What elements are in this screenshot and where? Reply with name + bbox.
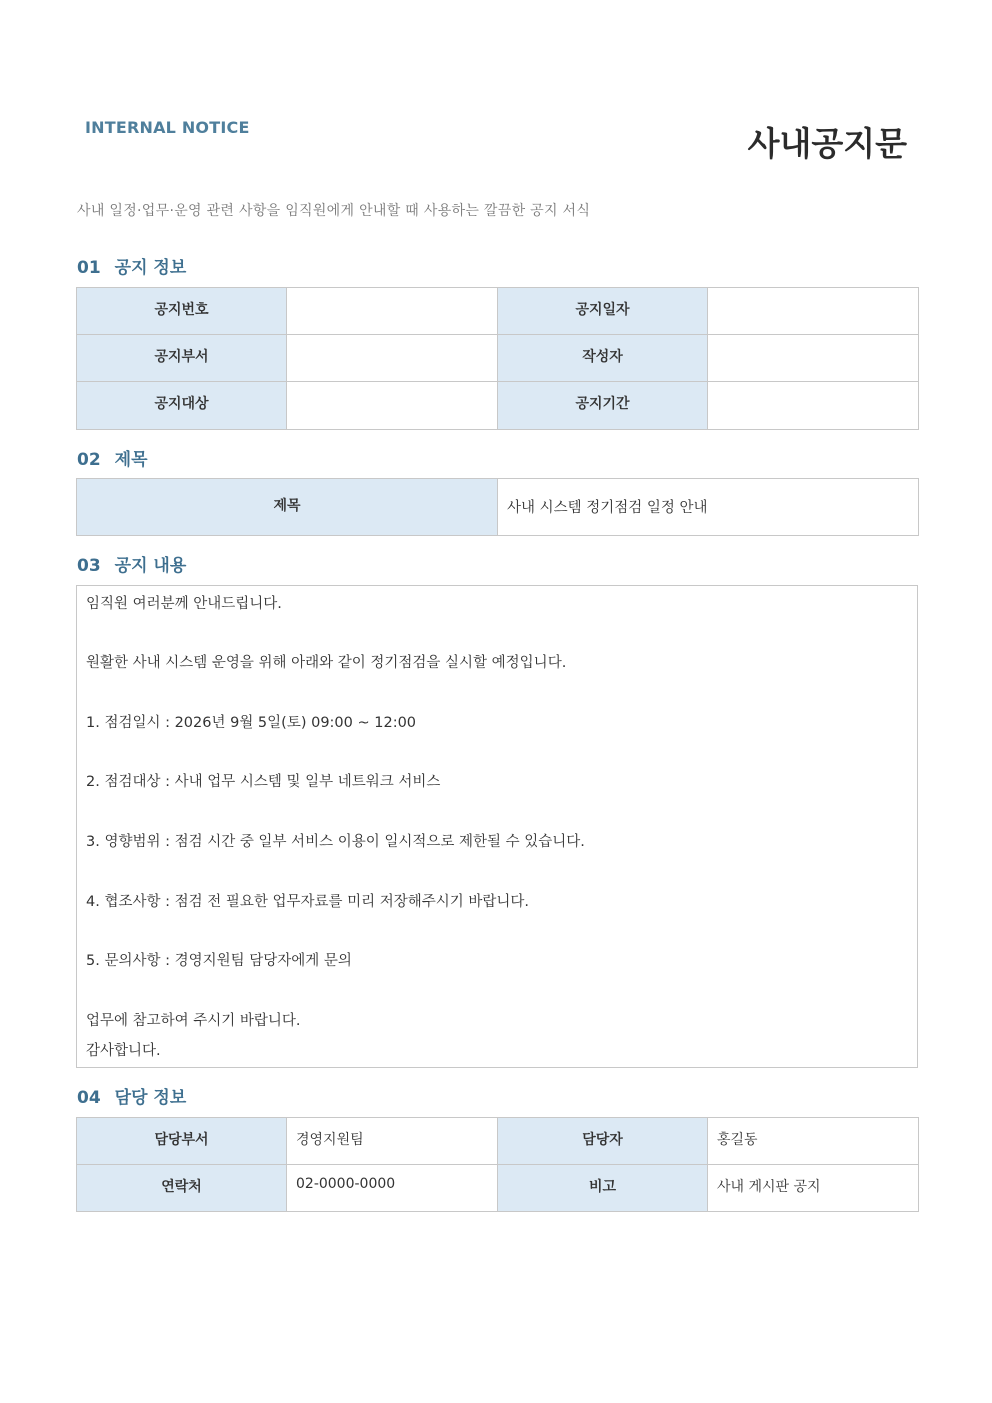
section-title: 공지 내용 (114, 556, 187, 576)
table-row (77, 1118, 919, 1165)
notice-date-label: 공지일자 (498, 288, 708, 335)
author-field[interactable] (708, 335, 919, 382)
content-line: 4. 협조사항 : 점검 전 필요한 업무자료를 미리 저장해주시기 바랍니다. (86, 894, 529, 910)
notice-period-field[interactable] (708, 382, 919, 430)
remarks-label: 비고 (498, 1165, 708, 1212)
phone-field[interactable]: 02-0000-0000 (287, 1165, 498, 1212)
table-row (77, 288, 919, 335)
phone-label: 연락처 (77, 1165, 287, 1212)
notice-target-label: 공지대상 (77, 382, 287, 430)
section-title: 제목 (114, 450, 148, 470)
section-heading-notice-info (77, 253, 186, 278)
content-line: 감사합니다. (86, 1043, 161, 1059)
notice-department-field[interactable] (287, 335, 498, 382)
section-heading-subject (77, 445, 148, 470)
content-line: 3. 영향범위 : 점검 시간 중 일부 서비스 이용이 일시적으로 제한될 수 있습니다. (86, 834, 585, 850)
content-line: 1. 점검일시 : 2026년 9월 5일(토) 09:00 ~ 12:00 (86, 715, 417, 731)
notice-content-area[interactable] (76, 585, 918, 1068)
section-number: 03 (77, 556, 101, 576)
content-line: 업무에 참고하여 주시기 바랍니다. (86, 1013, 301, 1029)
section-number: 01 (77, 258, 101, 278)
manager-department-label: 담당부서 (77, 1118, 287, 1165)
notice-target-field[interactable] (287, 382, 498, 430)
section-heading-contact (77, 1083, 186, 1108)
contact-table (76, 1117, 919, 1212)
notice-department-label: 공지부서 (77, 335, 287, 382)
section-title: 공지 정보 (114, 258, 187, 278)
content-line: 5. 문의사항 : 경영지원팀 담당자에게 문의 (86, 953, 352, 969)
section-number: 02 (77, 450, 101, 470)
eyebrow-label: INTERNAL NOTICE (85, 118, 250, 137)
table-row (77, 1165, 919, 1212)
table-row (77, 479, 919, 536)
notice-date-field[interactable] (708, 288, 919, 335)
subject-table (76, 478, 919, 536)
notice-period-label: 공지기간 (498, 382, 708, 430)
manager-label: 담당자 (498, 1118, 708, 1165)
notice-number-field[interactable] (287, 288, 498, 335)
author-label: 작성자 (498, 335, 708, 382)
table-row (77, 382, 919, 430)
content-line: 2. 점검대상 : 사내 업무 시스템 및 일부 네트워크 서비스 (86, 774, 441, 790)
manager-department-field[interactable]: 경영지원팀 (287, 1118, 498, 1165)
document-title: 사내공지문 (747, 124, 907, 163)
document-subtitle: 사내 일정·업무·운영 관련 사항을 임직원에게 안내할 때 사용하는 깔끔한 공지 서식 (77, 203, 591, 219)
content-line: 원활한 사내 시스템 운영을 위해 아래와 같이 정기점검을 실시할 예정입니다. (86, 655, 567, 671)
table-row (77, 335, 919, 382)
section-title: 담당 정보 (114, 1088, 187, 1108)
remarks-field[interactable]: 사내 게시판 공지 (708, 1165, 919, 1212)
manager-field[interactable]: 홍길동 (708, 1118, 919, 1165)
subject-label: 제목 (77, 479, 498, 536)
content-line: 임직원 여러분께 안내드립니다. (86, 596, 282, 612)
section-number: 04 (77, 1088, 101, 1108)
subject-field[interactable]: 사내 시스템 정기점검 일정 안내 (498, 479, 919, 536)
notice-info-table (76, 287, 919, 430)
section-heading-content (77, 551, 186, 576)
notice-number-label: 공지번호 (77, 288, 287, 335)
